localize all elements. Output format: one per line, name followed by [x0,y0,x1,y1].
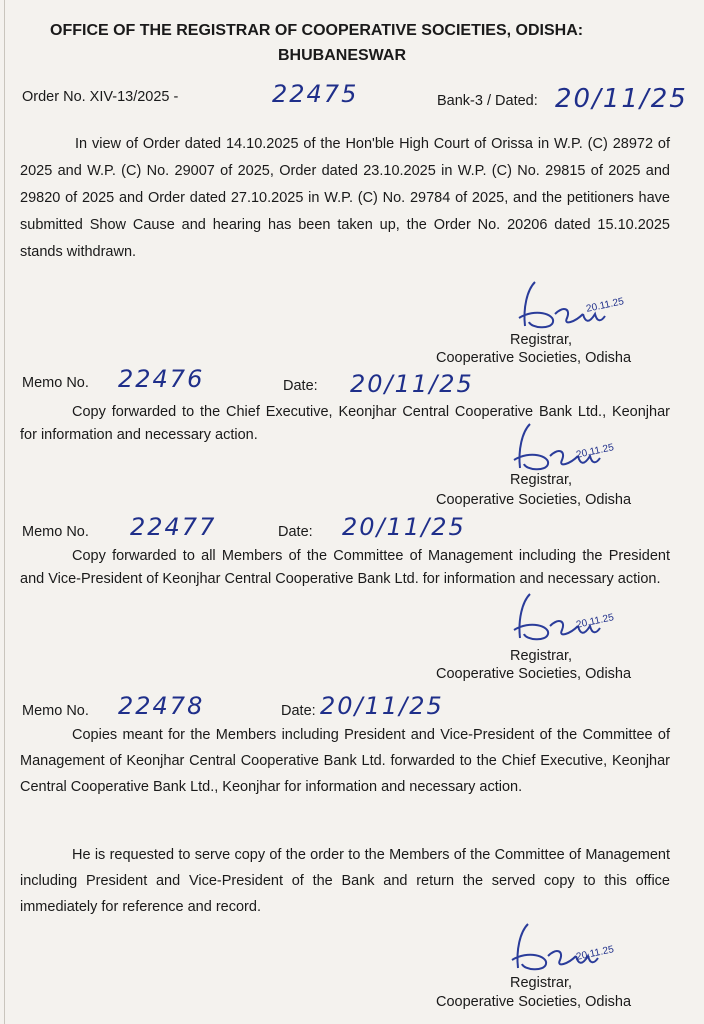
memo-2-date-handwritten: 20/11/25 [342,513,466,541]
registrar-title: Registrar, [510,472,573,488]
order-body: In view of Order dated 14.10.2025 of the Hon'ble High Court of Orissa in W.P. (C) 28972 of 2025 and W.P. (C) No. 29007 of 2025, Order dated 23.10.2025 in W.P. (C) No. 29815 of 2025 and 29820 of 2025 and Order dated 27.10.2025 in W.P. (C) No. 29784 of 2025, and the petitioners have submitted Show Cause and hearing has been taken up, the Order No. 20206 dated 15.10.2025 stands withdrawn. [20,136,670,260]
memo-3-label: Memo No. [22,703,89,719]
registrar-title: Registrar, [510,975,573,991]
memo-1-label: Memo No. [22,375,89,391]
memo-2-label: Memo No. [22,524,89,540]
signature-date: 20.11.25 [585,296,625,315]
signature-date: 20.11.25 [575,944,615,963]
office-title: OFFICE OF THE REGISTRAR OF COOPERATIVE SOCIETIES, ODISHA: [50,22,584,39]
registrar-office: Cooperative Societies, Odisha [436,492,632,508]
memo-2-body: Copy forwarded to all Members of the Committee of Management including the President and Vice-President of Keonjhar Central Cooperative Bank Ltd. for information and necessary action. [20,548,670,587]
memo-3-date-handwritten: 20/11/25 [320,692,444,720]
order-date-handwritten: 20/11/25 [555,84,688,114]
signature-date: 20.11.25 [575,612,615,631]
registrar-signature [500,590,640,646]
memo-3-body-2: He is requested to serve copy of the order to the Members of the Committee of Management including President and Vice-President of the Bank and return the served copy to this office immediately for reference and record. [20,847,670,915]
memo-3-body-1: Copies meant for the Members including President and Vice-President of the Committee of Management of Keonjhar Central Cooperative Bank Ltd. forwarded to the Chief Executive, Keonjhar Central Cooperative Bank Ltd., Keonjhar for information and necessary action. [20,727,670,795]
memo-2-number-handwritten: 22477 [130,513,217,541]
bank-dated-label: Bank-3 / Dated: [437,93,538,109]
memo-2-date-label: Date: [278,524,313,540]
order-number-label: Order No. XIV-13/2025 - [22,89,179,105]
memo-1-date-handwritten: 20/11/25 [350,370,474,398]
registrar-signature [498,920,638,976]
signature-date: 20.11.25 [575,442,615,461]
registrar-title: Registrar, [510,648,573,664]
registrar-office: Cooperative Societies, Odisha [436,994,632,1010]
memo-3-number-handwritten: 22478 [118,692,205,720]
registrar-title: Registrar, [510,332,573,348]
page-margin-line [4,0,5,1024]
memo-1-body: Copy forwarded to the Chief Executive, Keonjhar Central Cooperative Bank Ltd., Keonjhar for information and necessary action. [20,404,670,443]
order-number-handwritten: 22475 [272,80,359,108]
office-city: BHUBANESWAR [278,47,406,64]
memo-1-date-label: Date: [283,378,318,394]
memo-3-date-label: Date: [281,703,316,719]
registrar-office: Cooperative Societies, Odisha [436,350,632,366]
registrar-signature [500,420,640,476]
registrar-office: Cooperative Societies, Odisha [436,666,632,682]
memo-1-number-handwritten: 22476 [118,365,205,393]
